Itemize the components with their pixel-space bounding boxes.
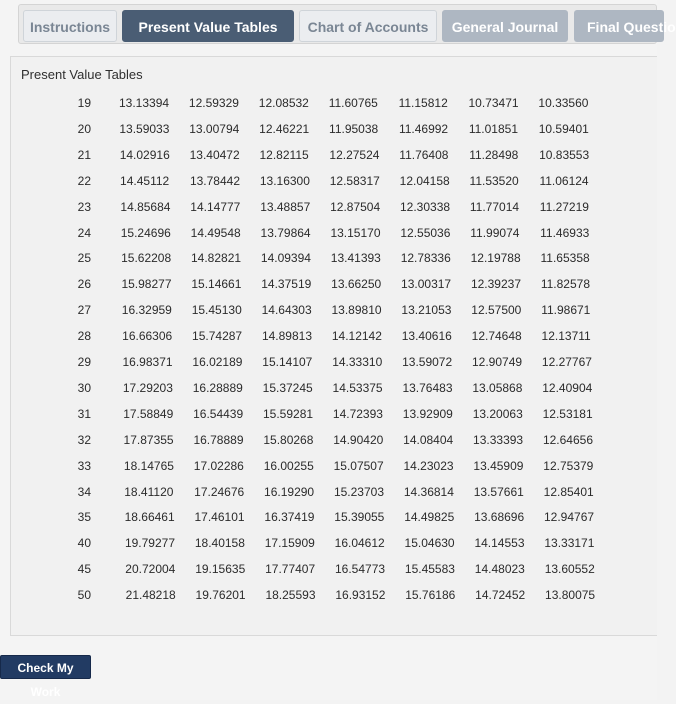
value-cell: 21.48218 — [125, 588, 176, 603]
value-cell: 14.33310 — [332, 355, 383, 369]
present-value-tables-panel — [10, 56, 657, 636]
value-cell: 15.23703 — [333, 484, 384, 499]
value-cell: 16.04612 — [334, 536, 385, 551]
value-cell: 15.76186 — [405, 588, 456, 603]
period-cell: 33 — [77, 458, 91, 473]
value-cell: 13.48857 — [260, 199, 311, 214]
value-cell: 12.39237 — [470, 277, 521, 292]
value-cell: 13.15170 — [330, 225, 381, 240]
value-cell: 13.66250 — [331, 277, 382, 292]
period-cell: 26 — [77, 277, 91, 292]
value-cell: 14.08404 — [403, 432, 454, 447]
value-cell: 14.53375 — [332, 380, 383, 395]
value-cell: 15.74287 — [192, 329, 243, 344]
value-cell: 13.59072 — [402, 355, 453, 369]
value-cell: 16.93152 — [335, 588, 386, 603]
value-cell: 10.73471 — [468, 96, 519, 110]
tab-general-journal[interactable]: General Journal — [442, 10, 568, 42]
value-cell: 11.46992 — [398, 121, 449, 136]
value-cell: 17.77407 — [265, 562, 316, 577]
value-cell: 11.99074 — [470, 225, 520, 240]
period-cell: 22 — [77, 173, 91, 188]
value-cell: 17.87355 — [123, 432, 174, 447]
value-cell: 13.00794 — [189, 121, 240, 136]
value-cell: 11.82578 — [540, 277, 591, 292]
value-cell: 14.14553 — [474, 536, 525, 551]
value-cell: 17.29203 — [122, 380, 173, 395]
value-cell: 13.13394 — [119, 96, 170, 110]
value-cell: 11.95038 — [329, 121, 379, 136]
period-cell: 32 — [77, 432, 91, 447]
check-my-work-button[interactable]: Check My Work — [0, 655, 91, 679]
value-cell: 18.25593 — [265, 588, 316, 603]
value-cell: 13.57661 — [473, 484, 524, 499]
value-cell: 11.01851 — [468, 121, 519, 136]
value-cell: 14.72452 — [475, 588, 526, 603]
value-cell: 14.64303 — [261, 303, 312, 318]
value-cell: 17.58849 — [123, 406, 174, 421]
period-cell: 19 — [77, 96, 91, 110]
value-cell: 11.53520 — [469, 173, 519, 188]
value-cell: 13.33393 — [473, 432, 524, 447]
value-cell: 19.79277 — [124, 536, 175, 551]
value-cell: 14.49825 — [404, 510, 455, 525]
value-cell: 16.32959 — [121, 303, 172, 318]
value-cell: 15.14661 — [191, 277, 242, 292]
value-cell: 12.13711 — [541, 329, 591, 344]
value-cell: 16.66306 — [122, 329, 173, 344]
value-cell: 12.40904 — [542, 380, 593, 395]
value-cell: 13.00317 — [401, 277, 452, 292]
tab-final-questions[interactable]: Final Questio — [574, 10, 664, 42]
period-cell: 35 — [77, 510, 91, 525]
value-cell: 15.45130 — [191, 303, 242, 318]
value-cell: 16.37419 — [264, 510, 315, 525]
value-cell: 15.37245 — [262, 380, 313, 395]
value-cell: 11.76408 — [399, 147, 449, 162]
value-cell: 14.82821 — [191, 251, 242, 266]
value-cell: 12.30338 — [400, 199, 451, 214]
value-cell: 14.37519 — [261, 277, 312, 292]
value-cell: 14.02916 — [119, 147, 170, 162]
value-cell: 20.72004 — [125, 562, 176, 577]
value-cell: 12.19788 — [470, 251, 521, 266]
value-cell: 13.45909 — [473, 458, 524, 473]
tab-chart-of-accounts[interactable]: Chart of Accounts — [299, 10, 437, 42]
period-cell: 20 — [77, 121, 91, 136]
value-cell: 16.54773 — [335, 562, 386, 577]
value-cell: 14.90420 — [333, 432, 384, 447]
value-cell: 18.41120 — [124, 484, 174, 499]
period-cell: 25 — [77, 251, 91, 266]
value-cell: 11.27219 — [539, 199, 589, 214]
value-cell: 17.02286 — [193, 458, 244, 473]
value-cell: 12.78336 — [400, 251, 451, 266]
value-cell: 14.14777 — [190, 199, 241, 214]
value-cell: 12.94767 — [544, 510, 595, 525]
value-cell: 16.54439 — [193, 406, 244, 421]
period-cell: 29 — [77, 355, 91, 369]
value-cell: 10.59401 — [538, 121, 589, 136]
value-cell: 15.80268 — [263, 432, 314, 447]
value-cell: 14.36814 — [403, 484, 454, 499]
value-cell: 16.19290 — [264, 484, 315, 499]
value-cell: 15.39055 — [334, 510, 385, 525]
value-cell: 17.15909 — [264, 536, 315, 551]
value-cell: 11.65358 — [540, 251, 590, 266]
value-cell: 12.90749 — [472, 355, 523, 369]
value-cell: 14.12142 — [331, 329, 382, 344]
value-cell: 10.33560 — [538, 96, 589, 110]
panel-title: Present Value Tables — [21, 67, 143, 82]
value-cell: 12.87504 — [330, 199, 381, 214]
value-cell: 13.80075 — [545, 588, 596, 603]
value-cell: 19.15635 — [195, 562, 246, 577]
value-cell: 15.45583 — [404, 562, 455, 577]
value-cell: 12.74648 — [471, 329, 522, 344]
value-cell: 12.75379 — [543, 458, 594, 473]
value-cell: 12.27524 — [329, 147, 380, 162]
value-cell: 12.04158 — [399, 173, 450, 188]
value-cell: 13.41393 — [330, 251, 381, 266]
value-cell: 16.98371 — [122, 355, 173, 369]
value-cell: 15.04630 — [404, 536, 455, 551]
value-cell: 15.24696 — [120, 225, 171, 240]
value-cell: 13.76483 — [402, 380, 453, 395]
tab-instructions[interactable]: Instructions — [23, 10, 117, 42]
value-cell: 14.45112 — [120, 173, 170, 188]
tab-bar — [18, 4, 676, 44]
period-cell: 21 — [77, 147, 91, 162]
value-cell: 11.06124 — [539, 173, 589, 188]
value-cell: 12.58317 — [329, 173, 380, 188]
value-cell: 11.28498 — [469, 147, 519, 162]
value-cell: 13.68696 — [474, 510, 525, 525]
value-cell: 14.49548 — [190, 225, 241, 240]
value-cell: 13.40472 — [189, 147, 240, 162]
value-cell: 18.14765 — [123, 458, 174, 473]
tab-present-value-tables[interactable]: Present Value Tables — [122, 10, 294, 42]
period-cell: 50 — [77, 588, 91, 603]
value-cell: 15.59281 — [263, 406, 314, 421]
value-cell: 12.53181 — [542, 406, 593, 421]
period-cell: 27 — [77, 303, 91, 318]
value-cell: 13.16300 — [259, 173, 310, 188]
value-cell: 13.89810 — [331, 303, 382, 318]
value-cell: 13.92909 — [402, 406, 453, 421]
value-cell: 15.07507 — [333, 458, 384, 473]
value-cell: 14.23023 — [403, 458, 454, 473]
value-cell: 11.77014 — [469, 199, 520, 214]
value-cell: 16.28889 — [192, 380, 243, 395]
period-cell: 23 — [77, 199, 91, 214]
period-cell: 30 — [77, 380, 91, 395]
value-cell: 15.98277 — [121, 277, 172, 292]
value-cell: 12.57500 — [471, 303, 522, 318]
value-cell: 12.59329 — [188, 96, 239, 110]
value-cell: 16.78889 — [193, 432, 244, 447]
value-cell: 10.83553 — [539, 147, 590, 162]
value-cell: 15.62208 — [121, 251, 172, 266]
value-cell: 19.76201 — [195, 588, 246, 603]
value-cell: 12.55036 — [400, 225, 451, 240]
value-cell: 14.72393 — [332, 406, 383, 421]
value-cell: 11.46933 — [540, 225, 590, 240]
value-cell: 13.79864 — [260, 225, 311, 240]
value-cell: 13.33171 — [544, 536, 595, 551]
value-cell: 14.89813 — [261, 329, 312, 344]
value-cell: 13.59033 — [119, 121, 170, 136]
period-cell: 28 — [77, 329, 91, 344]
period-cell: 24 — [77, 225, 91, 240]
value-cell: 17.24676 — [194, 484, 245, 499]
value-cell: 14.48023 — [474, 562, 525, 577]
value-cell: 13.40616 — [401, 329, 452, 344]
value-cell: 13.05868 — [472, 380, 523, 395]
period-cell: 31 — [77, 406, 91, 421]
value-cell: 13.20063 — [472, 406, 523, 421]
value-cell: 12.82115 — [259, 147, 309, 162]
value-cell: 16.00255 — [263, 458, 314, 473]
value-cell: 12.46221 — [259, 121, 310, 136]
period-cell: 34 — [77, 484, 91, 499]
value-cell: 17.46101 — [194, 510, 245, 525]
value-cell: 16.02189 — [192, 355, 243, 369]
value-cell: 12.08532 — [258, 96, 309, 110]
value-cell: 11.60765 — [328, 96, 378, 110]
period-cell: 45 — [77, 562, 91, 577]
value-cell: 13.78442 — [189, 173, 240, 188]
value-cell: 18.40158 — [194, 536, 245, 551]
period-cell: 40 — [77, 536, 91, 551]
value-cell: 12.27767 — [541, 355, 592, 369]
value-cell: 14.85684 — [120, 199, 171, 214]
value-cell: 13.21053 — [401, 303, 452, 318]
value-cell: 11.98671 — [541, 303, 591, 318]
value-cell: 15.14107 — [262, 355, 313, 369]
value-cell: 18.66461 — [124, 510, 175, 525]
value-cell: 11.15812 — [398, 96, 448, 110]
value-cell: 13.60552 — [544, 562, 595, 577]
value-cell: 12.64656 — [542, 432, 593, 447]
value-cell: 14.09394 — [260, 251, 311, 266]
value-cell: 12.85401 — [543, 484, 594, 499]
